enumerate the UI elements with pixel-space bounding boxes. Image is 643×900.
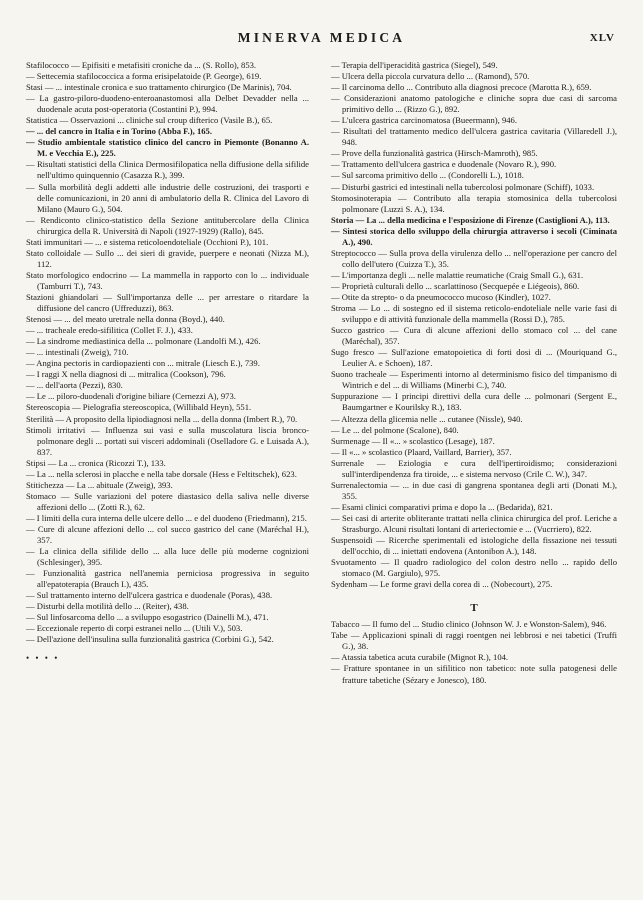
running-header-title: MINERVA MEDICA — [237, 30, 406, 45]
right-index-column — [331, 60, 617, 686]
index-entry: — Disturbi gastrici ed intestinali nella tubercolosi polmonare (Schiff), 1033. — [331, 181, 595, 192]
index-entry: Stroma — Lo ... di sostegno ed il sistema reticolo-endoteliale nelle varie fasi di sviluppo e di attività funzionale della mammella (Rossi D.), 785. — [331, 303, 617, 325]
index-entry: — Settecemia stafilococcica a forma erisipelatoide (P. George), 619. — [26, 71, 262, 82]
index-entry: Succo gastrico — Cura di alcune affezioni dello stomaco col ... del cane (Maréchal), 357. — [331, 325, 617, 347]
index-entry: Surrenale — Eziologia e cura dell'ipertiroidismo; considerazioni sull'interdipendenza fra tiroide, ... e sistema nervoso (Crile C. W.), 347. — [331, 457, 617, 479]
index-entry: Stenosi — ... del meato uretrale nella donna (Boyd.), 440. — [26, 314, 225, 325]
index-entry: — Considerazioni anatomo patologiche e cliniche sopra due casi di sarcoma primitivo dello ... (Rizzo G.), 892. — [331, 93, 617, 115]
index-entry: Suppurazione — I principi direttivi della cura delle ... polmonari (Sergent E., Baumgartner e Kourilsky R.), 183. — [331, 391, 617, 413]
index-entry: Tabacco — Il fumo del ... Studio clinico (Johnson W. J. e Wonston-Salem), 946. — [331, 619, 607, 630]
index-entry: Tabe — Applicazioni spinali di raggi roentgen nei lebbrosi e nei tabetici (Truffi G.), 38. — [331, 630, 617, 652]
index-entry: — La gastro-piloro-duodeno-enteroanastomosi alla Delbet Devadder nella ... duodenale acuta post-operatoria (Costantini P.), 994. — [26, 93, 309, 115]
index-entry: Stazioni ghiandolari — Sull'importanza delle ... per arrestare o ritardare la diffusione del cancro (Uffreduzzi), 863. — [26, 291, 309, 314]
page-number: XLV — [589, 32, 615, 44]
index-entry: — Il «... » scolastico (Plaard, Vaillard, Barrier), 357. — [331, 446, 512, 457]
index-entry: — Altezza della glicemia nelle ... cutanee (Nissle), 940. — [331, 413, 523, 424]
index-entry: — Sulla morbilità degli addetti alle industrie delle costruzioni, dei trasporti e delle comunicazioni, in 20 anni di ambulatorio della R. Clinica del Lavoro di Milano (Mauro G.), 504. — [26, 181, 309, 214]
index-entry: Svuotamento — Il quadro radiologico del colon destro nello ... rapido dello stomaco (M. Gargiulo), 975. — [331, 557, 617, 579]
index-entry: Stipsi — La ... cronica (Ricozzi T.), 133. — [26, 457, 166, 468]
index-entry: Stato colloidale — Sullo ... dei sieri di gravide, puerpere e neonati (Nizza M.), 112. — [26, 247, 309, 269]
index-entry: Stomosinoterapia — Contributo alla terapia stomosinica della tubercolosi polmonare (Luzzi S. A.), 134. — [331, 192, 617, 214]
left-index-column — [26, 60, 309, 665]
index-entry: — Sei casi di arterite obliterante trattati nella clinica chirurgica del prof. Leriche a Strasburgo. Alcuni risultati lontani di arteriectomie e ... (Vucrriero), 822. — [331, 512, 617, 534]
index-entry: — Rendiconto clinico-statistico della Sezione antitubercolare della Clinica chirurgica della R. Università di Napoli (1927-1929) (Rallo), 845. — [26, 214, 309, 236]
index-entry: — Atassia tabetica acuta curabile (Mignot R.), 104. — [331, 652, 509, 663]
index-entry: — L'ulcera gastrica carcinomatosa (Bueermann), 946. — [331, 115, 517, 126]
index-entry: — Angina pectoris in cardiopazienti con ... mitrale (Liesch E.), 739. — [26, 358, 260, 369]
index-entry: — Funzionalità gastrica nell'anemia perniciosa progressiva in seguito all'epatoterapia (Brauch I.), 435. — [26, 568, 309, 590]
index-entry: — Esami clinici comparativi prima e dopo la ... (Bedarida), 821. — [331, 501, 553, 512]
index-entry: Stimoli irritativi — Influenza sui vasi e sulla muscolatura liscia bronco-polmonare degli ... portati sui visceri addominali (Oselladore G. e Luisada A.), 837. — [26, 424, 309, 457]
index-entry: — Disturbi della motilità dello ... (Reiter), 438. — [26, 601, 189, 612]
index-entry: Surmenage — Il «... » scolastico (Lesage), 187. — [331, 435, 495, 446]
index-entry: Sterilità — A proposito della lipiodiagnosi nella ... della donna (Imbert R.), 70. — [26, 413, 298, 424]
index-entry: — Il carcinoma dello ... Contributo alla diagnosi precoce (Marotta R.), 659. — [331, 82, 592, 93]
index-entry: Stitichezza — La ... abituale (Zweig), 393. — [26, 479, 173, 490]
index-entry: — Ulcera della piccola curvatura dello ... (Ramond), 570. — [331, 71, 530, 82]
index-entry: — Eccezionale reperto di corpi estranei nello ... (Utili V.), 503. — [26, 623, 243, 634]
index-entry: — Otite da strepto- o da pneumococco mucoso (Kindler), 1027. — [331, 291, 551, 302]
index-entry: — Trattamento dell'ulcera gastrica e duodenale (Novaro R.), 990. — [331, 159, 557, 170]
index-entry: Stati immunitari — ... e sistema reticoloendoteliale (Occhioni P.), 101. — [26, 236, 269, 247]
index-entry: Surrenalectomia — ... in due casi di gangrena spontanea degli arti (Donati M.), 355. — [331, 479, 617, 501]
index-entry: Sydenham — Le forme gravi della corea di ... (Nobecourt), 275. — [331, 579, 553, 590]
index-entry: — Le ... piloro-duodenali d'origine biliare (Cernezzi A), 973. — [26, 391, 236, 402]
index-entry: — Terapia dell'iperacidità gastrica (Siegel), 549. — [331, 60, 498, 70]
index-entry: — La ... nella sclerosi in placche e nella tabe dorsale (Hess e Feltitschek), 623. — [26, 468, 297, 479]
index-entry: — Sintesi storica dello sviluppo della chirurgia attraverso i secoli (Ciminata A.), 490. — [331, 225, 617, 247]
section-letter-heading: T — [470, 602, 478, 615]
index-entry: — La clinica della sifilide dello ... alla luce delle più moderne cognizioni (Schlesinger), 395. — [26, 546, 309, 568]
index-entry: — Cure di alcune affezioni dello ... col succo gastrico del cane (Maréchal H.), 357. — [26, 523, 309, 546]
index-entry: — Risultati statistici della Clinica Dermosifilopatica nella diffusione della sifilide nell'ultimo quinquennio (Casazza R.), 399. — [26, 159, 309, 181]
index-entry: — ... del cancro in Italia e in Torino (Abba F.), 165. — [26, 126, 212, 137]
index-entry: — Studio ambientale statistico clinico del cancro in Piemonte (Bonanno A. M. e Vecchia E.), 225. — [26, 137, 309, 159]
index-entry: — La sindrome mediastinica della ... polmonare (Landolfi M.), 426. — [26, 336, 261, 347]
index-entry: Stafilococco — Epifisiti e metafisiti croniche da ... (S. Rollo), 853. — [26, 60, 257, 70]
index-entry: Stasi — ... intestinale cronica e suo trattamento chirurgico (De Marinis), 704. — [26, 82, 292, 93]
index-entry: — Dell'azione dell'insulina sulla funzionalità gastrica (Corbini G.), 542. — [26, 634, 274, 645]
index-entry: — Le ... del polmone (Scalone), 840. — [331, 424, 459, 435]
index-entry: — Proprietà culturali dello ... scarlattinoso (Secquepée e Liégeois), 860. — [331, 280, 580, 291]
index-entry: Sugo fresco — Sull'azione ematopoietica di forti dosi di ... (Mouriquand G., Leulier A. e Schoen), 187. — [331, 347, 617, 369]
index-entry: Stomaco — Sulle variazioni del potere diastasico della saliva nelle diverse affezioni dello ... (Zotti R.), 62. — [26, 490, 309, 512]
index-entry: — ... dell'aorta (Pezzi), 830. — [26, 380, 123, 391]
index-entry: — L'importanza degli ... nelle malattie reumatiche (Craig Small G.), 631. — [331, 269, 584, 280]
index-entry: Streptococco — Sulla prova della virulenza dello ... nell'operazione per cancro del collo dell'utero (Cuizza T.), 35. — [331, 247, 617, 269]
index-entry: — Fratture spontanee in un sifilitico non tabetico: note sulla patogenesi delle fratture tabetiche (Sézary e Jonesco), 180. — [331, 663, 617, 685]
index-entry: Stato morfologico endocrino — La mammella in rapporto con lo ... individuale (Tamburri T.), 743. — [26, 269, 309, 291]
index-entry: — Sul linfosarcoma dello ... a sviluppo esogastrico (Dainelli M.), 471. — [26, 612, 269, 623]
index-entry: Statistica — Osservazioni ... cliniche sul croup difterico (Vasile B.), 65. — [26, 115, 273, 126]
index-entry: — ... tracheale eredo-sifilitica (Collet F. J.), 433. — [26, 325, 193, 336]
index-entry: — ... intestinali (Zweig), 710. — [26, 347, 129, 358]
index-entry: — Sul sarcoma primitivo dello ... (Condorelli L.), 1018. — [331, 170, 524, 181]
index-entry: Storia — La ... della medicina e l'esposizione di Firenze (Castiglioni A.), 113. — [331, 214, 610, 225]
index-entry: — Risultati del trattamento medico dell'ulcera gastrica cavitaria (Villaredell J.), 948. — [331, 126, 617, 148]
index-entry: — I limiti della cura interna delle ulcere dello ... e del duodeno (Friedmann), 215. — [26, 512, 307, 523]
index-entry: — I raggi X nella diagnosi di ... mitralica (Cookson), 796. — [26, 369, 226, 380]
index-entry: Suono tracheale — Esperimenti intorno al determinismo fisico del timpanismo di Wintrich e del ... di Williams (Minerbi C.), 740. — [331, 369, 617, 391]
index-entry: — Sul trattamento interno dell'ulcera gastrica e duodenale (Poras), 438. — [26, 590, 273, 601]
index-entry: Suspensoidi — Ricerche sperimentali ed istologiche della fissazione nei tessuti dell'occhio, di ... iniettati endovena (Antonibon A.), 148. — [331, 535, 617, 557]
index-entry: Stereoscopia — Pielografia stereoscopica, (Willibald Heyn), 551. — [26, 402, 252, 413]
footer-ornament: • • • • — [26, 653, 60, 664]
index-entry: — Prove della funzionalità gastrica (Hirsch-Mamroth), 985. — [331, 148, 538, 159]
